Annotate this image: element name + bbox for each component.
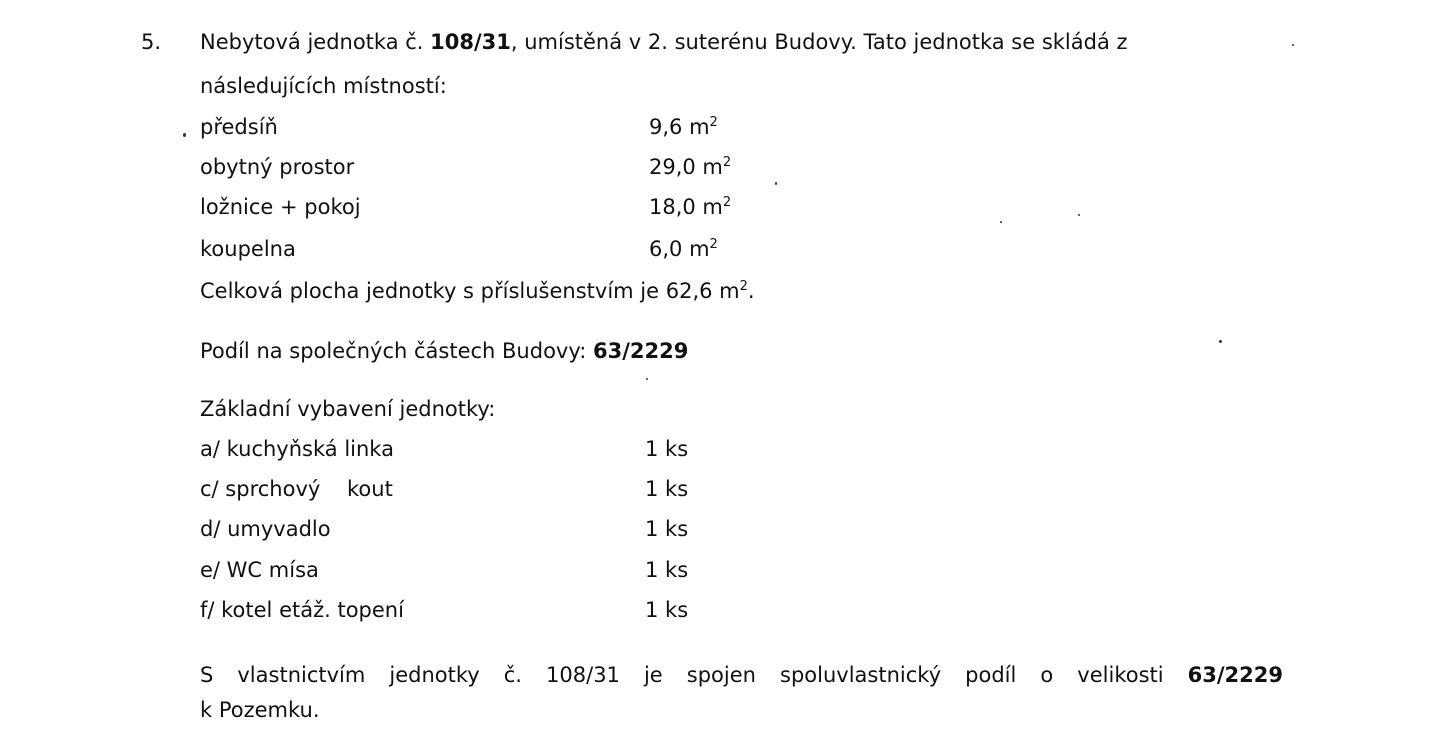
equipment-qty: 1 ks: [645, 517, 689, 541]
equipment-label: d/ umyvadlo: [200, 517, 331, 541]
equipment-label: c/ sprchový kout: [200, 477, 393, 501]
room-area: 9,6 $m^2$: [649, 115, 718, 139]
total-area: Celková plocha jednotky s příslušenstvím je 62,6 $m^2$.: [200, 279, 755, 303]
room-label: ložnice + pokoj: [200, 195, 361, 219]
equipment-label: f/ kotel etáž. topení: [200, 598, 404, 622]
equipment-row: [200, 598, 800, 628]
scan-speck: [1219, 340, 1222, 343]
scan-speck: [646, 378, 648, 380]
equipment-row: [200, 437, 800, 467]
item-number: 5.: [141, 30, 162, 54]
common-share: [200, 339, 688, 363]
equipment-row: [200, 477, 800, 507]
unit-intro-line2: následujících místností:: [200, 74, 447, 98]
room-area: 18,0 $m^2$: [649, 195, 732, 219]
equipment-heading: Základní vybavení jednotky:: [200, 397, 496, 421]
ownership-text: S vlastnictvím jednotky č. 108/31 je spojen spoluvlastnický podíl o velikosti: [200, 663, 1188, 687]
common-share-value: 63/2229: [593, 339, 689, 363]
common-share-label: Podíl na společných částech Budovy:: [200, 339, 593, 363]
equipment-row: [200, 517, 800, 547]
equipment-qty: 1 ks: [645, 437, 689, 461]
scan-speck: [775, 182, 777, 185]
scan-speck: [183, 133, 186, 137]
scan-speck: [1292, 44, 1294, 46]
equipment-qty: 1 ks: [645, 598, 689, 622]
scan-speck: [1000, 221, 1002, 223]
room-row: [200, 155, 800, 185]
equipment-label: e/ WC mísa: [200, 558, 319, 582]
equipment-qty: 1 ks: [645, 477, 689, 501]
scan-speck: [1078, 214, 1080, 216]
room-area: 6,0 $m^2$: [649, 237, 718, 261]
unit-intro-line: [200, 30, 1128, 54]
room-label: koupelna: [200, 237, 296, 261]
room-label: obytný prostor: [200, 155, 355, 179]
room-area: 29,0 $m^2$: [649, 155, 732, 179]
equipment-row: [200, 558, 800, 588]
unit-intro-post: , umístěná v 2. suterénu Budovy. Tato jednotka se skládá z: [510, 30, 1128, 54]
ownership-line1: [200, 656, 1283, 694]
equipment-qty: 1 ks: [645, 558, 689, 582]
equipment-label: a/ kuchyňská linka: [200, 437, 394, 461]
room-row: [200, 115, 800, 145]
room-row: [200, 237, 800, 267]
room-row: [200, 195, 800, 225]
room-label: předsíň: [200, 115, 278, 139]
ownership-share-value: 63/2229: [1187, 663, 1283, 687]
unit-number: 108/31: [430, 30, 511, 54]
ownership-line2: k Pozemku.: [200, 698, 320, 722]
unit-intro-pre: Nebytová jednotka č.: [200, 30, 431, 54]
